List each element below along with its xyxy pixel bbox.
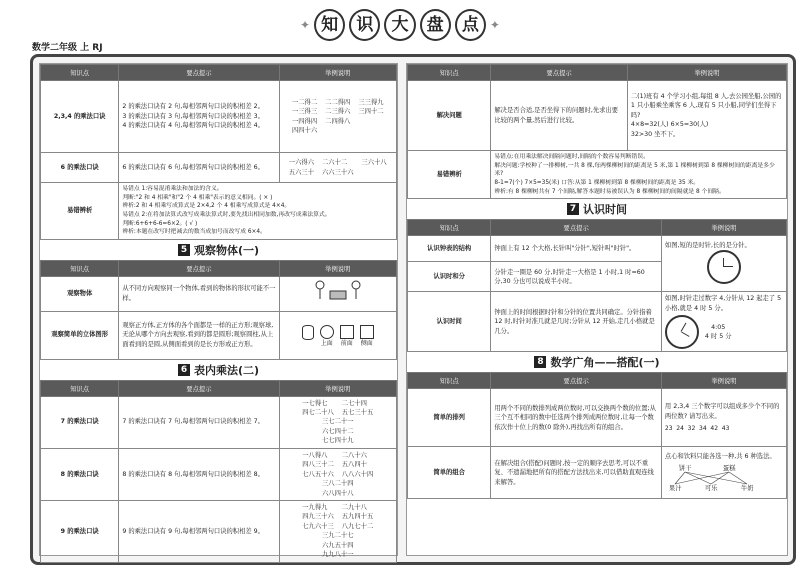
title-char: 点 xyxy=(455,9,486,41)
column-header-kp: 知识点 xyxy=(408,220,491,236)
rhyme-column: 三七二十一 六七四十二 七七四十九 xyxy=(322,418,354,445)
knowledge-point: 简单的排列 xyxy=(408,389,491,447)
rhyme-column: 三六十八 xyxy=(361,159,387,167)
example-answer: 23 24 32 34 42 43 xyxy=(664,425,730,433)
table-row xyxy=(41,500,397,562)
rhyme-column: 二二得四 二三得六 二四得八 xyxy=(325,98,351,125)
rhyme-column: 一七得七 四七二十八 xyxy=(302,399,334,416)
table-row xyxy=(41,311,397,359)
table-row xyxy=(408,81,787,151)
knowledge-point: 认识时间 xyxy=(408,292,491,352)
title-char: 识 xyxy=(349,9,380,41)
view-label: 前面 xyxy=(340,339,353,347)
column-header-kp: 知识点 xyxy=(41,261,119,277)
right-page xyxy=(406,63,788,556)
connecting-lines xyxy=(665,462,765,494)
section-title: 数学广角——搭配(一) xyxy=(550,356,660,370)
digital-time: 4:05 xyxy=(711,323,726,331)
table-header-row xyxy=(41,65,397,81)
star-icon: ✦ xyxy=(300,18,311,32)
grade-label: 数学二年级 上 RJ xyxy=(32,43,103,53)
knowledge-point: 易错辨析 xyxy=(408,151,491,199)
table-row xyxy=(41,396,397,448)
title-char: 大 xyxy=(384,9,415,41)
tip-text: 钟面上的时间根据时针和分针的位置共同确定。分针指着 12 时,时针对准几就是几时;分针从 12 开始,走几小格就是几分。 xyxy=(491,292,662,352)
table-row xyxy=(41,183,397,240)
example-cell xyxy=(661,236,786,292)
example-cell xyxy=(279,311,397,359)
section-title: 表内乘法(二) xyxy=(193,363,260,377)
column-header-tip: 要点提示 xyxy=(491,220,662,236)
knowledge-point: 易错辨析 xyxy=(41,183,119,240)
tip-text: 解决是否合适,是否坐得下的问题时,先求出要比较的两个量,然后进行比较。 xyxy=(491,81,627,151)
rhyme-column: 三八二十四 六八四十八 xyxy=(322,480,354,497)
section-number: 6 xyxy=(178,364,190,376)
section-title: 认识时间 xyxy=(583,203,627,217)
column-header-ex: 举例说明 xyxy=(279,261,397,277)
example-text: 点心和饮料只能各选一种,共 6 种选法。 xyxy=(664,453,776,461)
table-problem-solving xyxy=(407,64,787,199)
item-label: 果汁 xyxy=(668,484,682,492)
rhyme-column: 二九十八 五九四十五 八九七十二 xyxy=(341,503,374,530)
table-header-row xyxy=(408,220,787,236)
rhyme-column: 一二得二 一三得三 一四得四 四四十六 xyxy=(291,98,318,134)
column-header-kp: 知识点 xyxy=(41,65,119,81)
table-header-row xyxy=(41,261,397,277)
rectangle-icon xyxy=(340,325,354,339)
star-icon: ✦ xyxy=(489,18,500,32)
example-cell xyxy=(661,292,786,352)
column-header-ex: 举例说明 xyxy=(661,373,786,389)
table-multiplication-2 xyxy=(40,380,397,563)
example-cell xyxy=(279,277,397,311)
table-header-row xyxy=(408,65,787,81)
knowledge-point: 观察简单的立体图形 xyxy=(41,311,119,359)
time-example xyxy=(665,315,783,349)
knowledge-point: 简单的组合 xyxy=(408,447,491,499)
tip-text: 6 的乘法口诀有 6 句,每相邻两句口诀的积相差 6。 xyxy=(119,153,279,183)
front-view xyxy=(340,325,354,348)
tip-text: 7 的乘法口诀有 7 句,每相邻两句口诀的积相差 7。 xyxy=(119,396,279,448)
cylinder-icon xyxy=(302,325,314,340)
circle-icon xyxy=(320,325,334,339)
section-heading xyxy=(40,360,397,380)
section-number: 7 xyxy=(567,203,579,215)
item-label: 饼干 xyxy=(678,464,692,472)
section-number: 5 xyxy=(178,244,190,256)
tip-text: 8 的乘法口诀有 8 句,每相邻两句口诀的积相差 8。 xyxy=(119,448,279,500)
example-cell xyxy=(661,389,786,447)
table-multiplication-1 xyxy=(40,64,397,240)
table-row xyxy=(408,292,787,352)
table-header-row xyxy=(41,380,397,396)
section-heading xyxy=(40,240,397,260)
table-combination xyxy=(407,372,787,499)
tip-text: 在解决组合(搭配)问题时,按一定的顺序去思考,可以不重复、不遗漏地把所有的搭配方法找出来,可以借助直观连线来解答。 xyxy=(491,447,662,499)
side-view xyxy=(360,325,374,348)
example-cell xyxy=(279,153,397,183)
column-header-tip: 要点提示 xyxy=(119,261,279,277)
column-header-kp: 知识点 xyxy=(41,380,119,396)
item-label: 牛奶 xyxy=(740,484,754,492)
table-row xyxy=(41,277,397,311)
cylinder-view xyxy=(302,325,314,348)
knowledge-point: 认识钟表的结构 xyxy=(408,236,491,262)
section-title: 观察物体(一) xyxy=(193,244,260,258)
example-cell xyxy=(279,81,397,153)
table-row xyxy=(41,448,397,500)
title-char: 盘 xyxy=(420,9,451,41)
column-header-tip: 要点提示 xyxy=(119,65,279,81)
knowledge-point: 解决问题 xyxy=(408,81,491,151)
tip-text: 钟面上有 12 个大格,长针叫"分针",短针叫"时针"。 xyxy=(491,236,662,262)
table-row xyxy=(41,153,397,183)
column-header-ex: 举例说明 xyxy=(279,380,397,396)
knowledge-point: 8 的乘法口诀 xyxy=(41,448,119,500)
column-header-ex: 举例说明 xyxy=(661,220,786,236)
section-number: 8 xyxy=(534,356,546,368)
content-frame xyxy=(30,54,796,565)
table-row xyxy=(408,389,787,447)
table-row xyxy=(408,236,787,262)
children-observing-illustration xyxy=(312,279,364,305)
tip-text: 用两个不同的数排列成两位数时,可以交换两个数的位置;从三个互不相同的数中任选两个排列成两位数时,让每一个数依次作十位上的数(0 除外),再找出所有的组合。 xyxy=(491,389,662,447)
rhyme-column: 二六十二 六六三十六 xyxy=(322,159,354,176)
rhyme-column: 二八十六 五八四十 八八六十四 xyxy=(341,451,374,478)
top-view xyxy=(320,325,334,348)
table-time xyxy=(407,219,787,352)
column-header-ex: 举例说明 xyxy=(627,65,786,81)
page-title xyxy=(300,8,500,42)
column-header-ex: 举例说明 xyxy=(279,65,397,81)
tip-text: 9 的乘法口诀有 9 句,每相邻两句口诀的积相差 9。 xyxy=(119,500,279,562)
knowledge-point: 9 的乘法口诀 xyxy=(41,500,119,562)
rhyme-column: 二七十四 五七三十五 xyxy=(341,399,374,416)
rhyme-column: 三九二十七 六九五十四 九九八十一 xyxy=(322,532,354,559)
section-heading xyxy=(407,199,787,219)
table-row xyxy=(408,447,787,499)
left-page xyxy=(39,63,398,559)
rhyme-column: 一八得八 四八三十二 七八五十六 xyxy=(302,451,334,478)
column-header-tip: 要点提示 xyxy=(119,380,279,396)
column-header-tip: 要点提示 xyxy=(491,373,662,389)
item-label: 可乐 xyxy=(704,484,718,492)
time-readout xyxy=(705,323,732,342)
rhyme-column: 三三得九 三四十二 xyxy=(358,98,384,116)
section-heading xyxy=(407,352,787,372)
example-text: 二(1)班有 4 个学习小组,每组 8 人,去公园坐船,公园的 1 只小船乘坐乘客 6 人,现有 5 只小船,同学们坐得下吗? 4×8=32(人) 6×5=30(人) 32>30 坐不下。 xyxy=(627,81,786,151)
example-text: 如图,短的是时针,长的是分针。 xyxy=(664,241,751,249)
clock-icon xyxy=(707,250,741,284)
knowledge-point: 7 的乘法口诀 xyxy=(41,396,119,448)
example-text: 用 2,3,4 三个数字可以组成多少个不同的两位数? 请写出来。 xyxy=(664,403,780,420)
pairing-diagram xyxy=(665,462,783,494)
example-cell xyxy=(279,396,397,448)
example-cell xyxy=(661,447,786,499)
view-label: 侧面 xyxy=(360,339,373,347)
tip-text: 2 的乘法口诀有 2 句,每相邻两句口诀的积相差 2。 3 的乘法口诀有 3 句,每相邻两句口诀的积相差 3。 4 的乘法口诀有 4 句,每相邻两句口诀的积相差 4。 xyxy=(119,81,279,153)
rhyme-column: 一九得九 四九三十六 七九六十三 xyxy=(302,503,334,530)
example-text: 如图,时针走过数字 4,分针从 12 起走了 5 小格,就是 4 时 5 分。 xyxy=(664,295,782,312)
table-header-row xyxy=(408,373,787,389)
error-analysis-text: 易错点:在用乘法解决间隔问题时,间隔的个数容易判断错误。 解决问题:学校种了一排柳树,一共 8 棵,每两棵柳树间的距离是 5 米,第 1 棵柳树到第 8 棵柳树间的距离是多少米? 8-1=7(个) 7×5=35(米) 口答:从第 1 棵柳树到第 8 棵柳树间的距离是 35 米。 辨析:有 8 棵柳树共有 7 个间隔,解答本题时易被误认为 8 棵柳树间的间隔就是 8 个间隔。 xyxy=(491,151,787,199)
tip-text: 从不同方向观察同一个物体,看到的物体的形状可能不一样。 xyxy=(119,277,279,311)
error-analysis-text: 易错点 1:容易混淆乘法和加法的含义。 判断:"2 和 4 相乘"和"2 个 4 相乘"表示的意义相同。( × ) 辨析:2 和 4 相乘写成算式是 2×4,2 个 4 相乘写成算式是 4×4。 易错点 2:在将加法算式改写成乘法算式时,要先找出相同加数,再改写成乘法算式。 判断:6+6+6-6=6×2。( √ ) 辨析:本题在改写时把减去的数当成加号而改写成 6×4。 xyxy=(119,183,397,240)
rhyme-column: 一六得六 五六三十 xyxy=(288,159,314,176)
shape-views xyxy=(283,325,394,348)
time-in-words: 4 时 5 分 xyxy=(704,333,732,341)
knowledge-point: 观察物体 xyxy=(41,277,119,311)
example-cell xyxy=(279,448,397,500)
table-observe xyxy=(40,260,397,359)
rectangle-icon xyxy=(360,325,374,339)
title-char: 知 xyxy=(314,9,345,41)
table-row xyxy=(41,81,397,153)
knowledge-point: 认识时和分 xyxy=(408,262,491,292)
column-header-tip: 要点提示 xyxy=(491,65,627,81)
column-header-kp: 知识点 xyxy=(408,373,491,389)
knowledge-point: 6 的乘法口诀 xyxy=(41,153,119,183)
item-label: 蛋糕 xyxy=(722,464,736,472)
tip-text: 分针走一圈是 60 分,时针走一大格是 1 小时,1 时=60 分,30 分也可以说成半小时。 xyxy=(491,262,662,292)
knowledge-point: 2,3,4 的乘法口诀 xyxy=(41,81,119,153)
tip-text: 观察正方体,正方体的各个面都是一样的正方形;观察球,无论从哪个方向去观察,看到的都是圆形;观察圆柱,从上面看到的是圆,从侧面看到的是长方形或正方形。 xyxy=(119,311,279,359)
table-row xyxy=(408,151,787,199)
view-label: 上面 xyxy=(320,339,333,347)
clock-icon xyxy=(665,315,699,349)
column-header-kp: 知识点 xyxy=(408,65,491,81)
example-cell xyxy=(279,500,397,562)
